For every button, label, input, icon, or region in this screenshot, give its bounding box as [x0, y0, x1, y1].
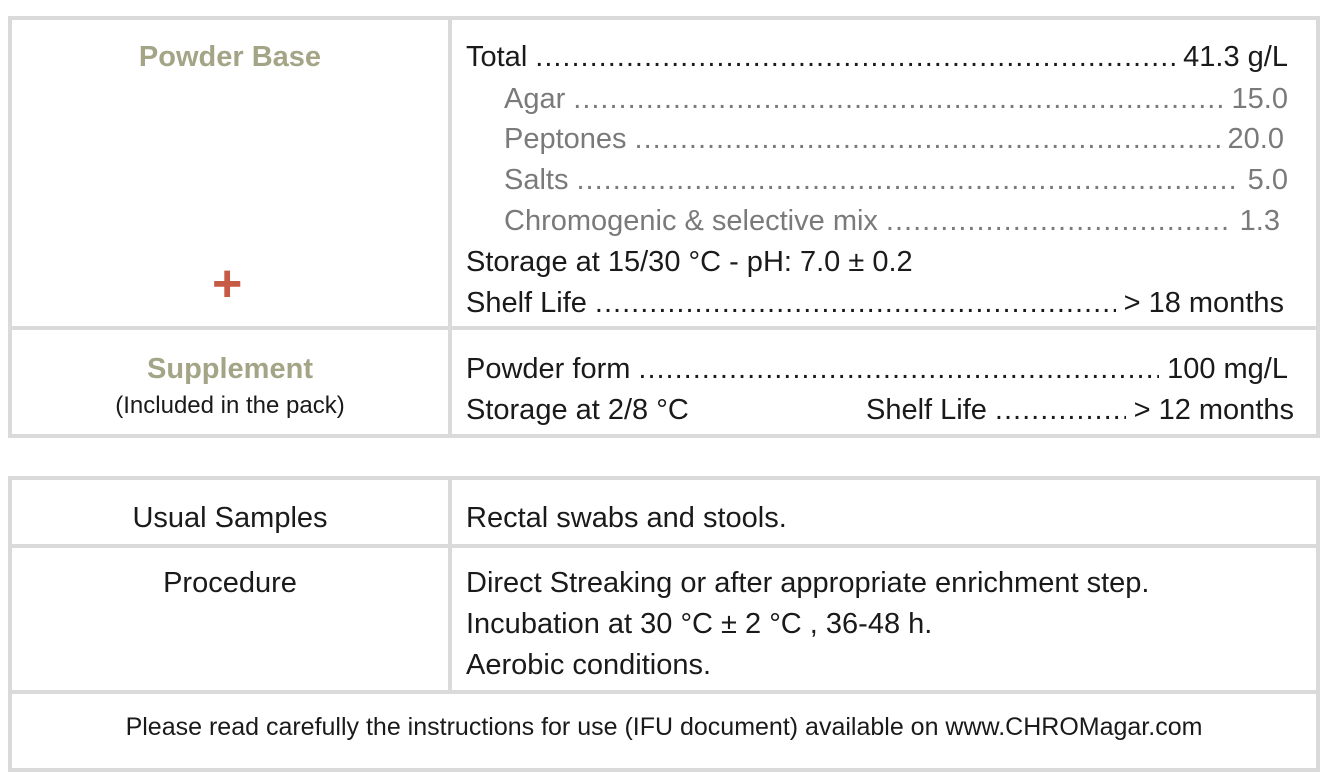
total-label: Total — [466, 41, 528, 73]
row-divider — [12, 544, 1316, 548]
peptones-row — [504, 122, 1284, 156]
powder-form-row — [466, 352, 1288, 386]
total-row — [466, 40, 1288, 74]
row-divider — [12, 326, 1316, 330]
procedure-line: Incubation at 30 °C ± 2 °C , 36-48 h. — [466, 608, 933, 640]
supplement-note: (Included in the pack) — [115, 392, 345, 419]
chromogenic-mix-value: 1.3 — [1239, 205, 1280, 237]
dot-leader — [595, 286, 1116, 320]
powder-form-label: Powder form — [466, 353, 631, 385]
shelf-life-label: Shelf Life — [466, 287, 587, 319]
shelf-life-value: > 18 months — [1123, 287, 1284, 319]
procedure-line: Direct Streaking or after appropriate enrichment step. — [466, 567, 1150, 599]
salts-value: 5.0 — [1247, 164, 1288, 196]
plus-icon: + — [212, 255, 243, 313]
row-divider — [12, 690, 1316, 694]
supplement-shelf-life-label: Shelf Life — [866, 394, 987, 426]
usage-table — [8, 476, 1320, 772]
procedure-label: Procedure — [163, 567, 297, 599]
supplement-storage-text: Storage at 2/8 °C — [466, 394, 689, 426]
procedure-line: Aerobic conditions. — [466, 649, 712, 681]
supplement-title: Supplement — [147, 353, 313, 385]
salts-row — [504, 163, 1288, 197]
storage-ph-text: Storage at 15/30 °C - pH: 7.0 ± 0.2 — [466, 246, 913, 278]
usual-samples-label: Usual Samples — [132, 502, 328, 534]
ifu-footer-note: Please read carefully the instructions for use (IFU document) available on www.CHROMagar.com — [125, 713, 1203, 741]
dot-leader — [995, 393, 1126, 427]
dot-leader — [886, 204, 1232, 238]
total-value: 41.3 g/L — [1183, 41, 1288, 73]
supplement-shelf-life-value: > 12 months — [1133, 394, 1294, 426]
chromogenic-mix-row — [504, 204, 1280, 238]
supplement-shelf-life-row — [866, 393, 1294, 427]
usual-samples-value: Rectal swabs and stools. — [466, 502, 787, 534]
dot-leader — [573, 82, 1223, 116]
agar-label: Agar — [504, 83, 566, 115]
dot-leader — [535, 40, 1175, 74]
dot-leader — [635, 122, 1220, 156]
column-divider — [448, 480, 452, 690]
peptones-value: 20.0 — [1227, 123, 1284, 155]
agar-row — [504, 82, 1288, 116]
chromogenic-mix-label: Chromogenic & selective mix — [504, 205, 878, 237]
salts-label: Salts — [504, 164, 569, 196]
column-divider — [448, 20, 452, 434]
dot-leader — [576, 163, 1239, 197]
agar-value: 15.0 — [1231, 83, 1288, 115]
powder-form-value: 100 mg/L — [1167, 353, 1288, 385]
dot-leader — [638, 352, 1159, 386]
composition-table — [8, 16, 1320, 438]
shelf-life-row — [466, 286, 1284, 320]
peptones-label: Peptones — [504, 123, 627, 155]
powder-base-title: Powder Base — [138, 41, 322, 73]
